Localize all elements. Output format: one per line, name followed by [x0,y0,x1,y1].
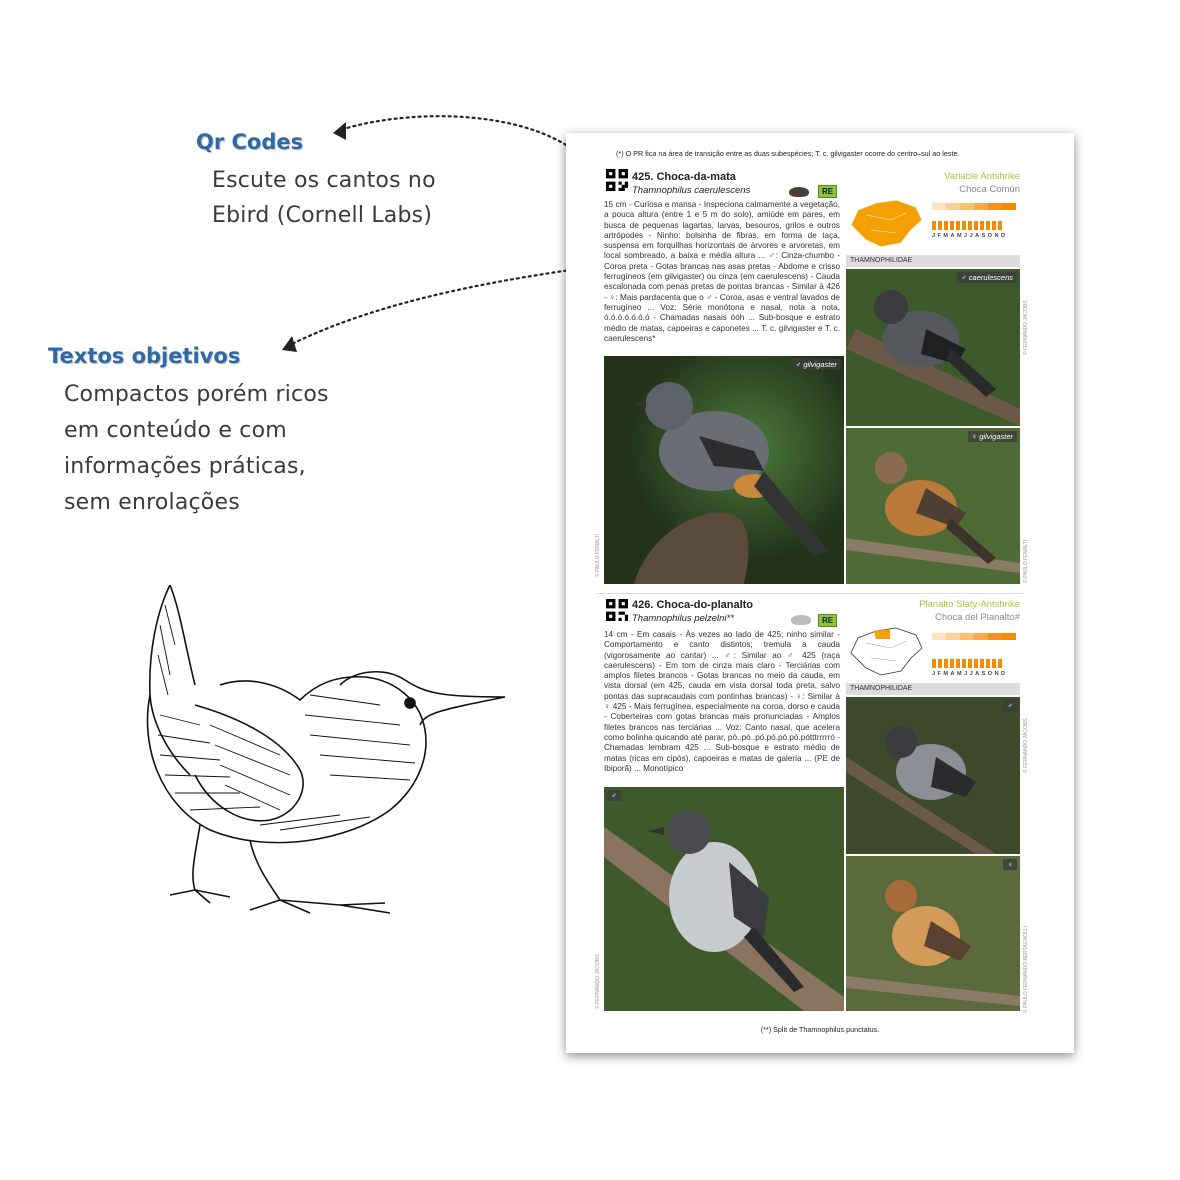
qr-codes-line-2: Ebird (Cornell Labs) [212,203,433,228]
objective-texts-line-3: informações práticas, [64,454,306,479]
qr-codes-title: Qr Codes [196,130,304,154]
months-label-425: JFMAMJJASOND [932,233,1008,239]
objective-texts-title: Textos objetivos [48,344,241,368]
photo-425-female-gilvigaster [846,428,1020,584]
photo-credit: © FERNANDO JACOBS [595,954,601,1009]
status-badge: RE [818,614,837,627]
family-label-425: THAMNOPHILIDAE [846,255,1020,267]
abundance-scale-426 [932,633,1016,640]
family-label-426: THAMNOPHILIDAE [846,683,1020,695]
photo-tag: ♀ [1003,859,1017,870]
photo-credit: © FERNANDO JACOBS [1023,300,1029,355]
photo-tag: ♂ gilvigaster [792,359,841,370]
nest-icon [789,187,809,197]
photo-426-male-branch [846,697,1020,854]
species-425-name: 425. Choca-da-mata [632,171,736,183]
photo-426-male-main [604,787,844,1011]
photo-tag: ♂ caerulescens [957,272,1017,283]
photo-426-female [846,856,1020,1011]
qr-code-425[interactable] [606,169,628,191]
species-divider [596,593,1024,594]
objective-texts-line-1: Compactos porém ricos [64,382,329,407]
species-425-description: 15 cm - Curiosa e mansa - Inspeciona calmamente a vegetação, a pouca altura (entre 1 e 5 m do solo), amiúde em pares, em busca de pequenas lagartas, larvas, besouros, grilos e outros artrópodes - Ninho: bolsinha de fibras, em forma de taça, suspensa em forquilhas horizontais de árvores e arvoretas, em local sombreado, a baixa e média altura ... ♂: Cinza-chumbo - Coroa preta - Gotas brancas nas asas pretas - Abdome e crisso ferrugíneos (em gilvigaster) ou cinza (em caerulescens) - Cauda escalonada com penas pretas de pontas brancas - Similar à 426 - ♀: Mais pardacenta que o ♂ - Coroa, asas e ventral lavados de ferrugíneo ... Voz: Série monótona e nasal, nota a nota, ó.ó.ó.ó.ó.ó.ó - Chamadas nasais óóh ... Sub-bosque e estrato médio de matas, capoeiras e caponetes ... T. c. gilvigaster e T. c. caerulescens* [604,200,840,343]
bottom-footnote: (**) Split de Thamnophilus punctatus. [760,1025,880,1034]
field-guide-page [566,133,1074,1053]
photo-credit: © FERNANDO JACOBS [1023,718,1029,773]
monthly-occurrence-426 [932,659,1002,668]
abundance-scale-425 [932,203,1016,210]
wren-illustration [140,585,520,945]
status-badge: RE [818,185,837,198]
photo-credit: © PAULO FENALTI [1023,539,1029,583]
species-425-english-name: Variable Antshrike [944,171,1020,182]
objective-texts-line-2: em conteúdo e com [64,418,287,443]
photo-425-male-caerulescens [846,269,1020,426]
monthly-occurrence-425 [932,221,1002,230]
species-425-scientific: Thamnophilus caerulescens [632,185,751,196]
nest-icon [791,615,811,625]
species-426-scientific: Thamnophilus pelzelni** [632,613,734,624]
photo-tag: ♂ [607,790,621,801]
objective-texts-line-4: sem enrolações [64,490,240,515]
range-map-425 [846,195,926,250]
top-footnote: (*) O PR fica na área de transição entre as duas subespécies; T. c. gilvigaster ocorre do centro–sul ao leste. [616,149,960,158]
photo-425-male-gilvigaster [604,356,844,584]
qr-code-426[interactable] [606,599,628,621]
species-426-spanish-name: Choca del Planalto# [934,612,1020,623]
qr-codes-line-1: Escute os cantos no [212,168,436,193]
range-map-426 [846,623,926,678]
species-426-description: 14 cm - Em casais - Às vezes ao lado de 425; ninho similar - Comportamento e canto distintos; tremula a cauda (vigorosamente ao cantar) ... ♂: Similar ao ♂ 425 (raça caerulescens) - Em tom de cinza mais claro - Terciárias com amplos filetes brancos - Gotas brancas no meio da cauda, em vista dorsal (em 425, cauda em vista dorsal toda preta, salvo pontas das supracaudais com pontinhas brancas) - ♀: Similar à ♀ 425 - Mais ferrugínea, especialmente na coroa, dorso e cauda - Coberteiras com gotas brancas mais pronunciadas - Amplos filetes brancos nas terciárias ... Voz: Canto nasal, que acelera como bolinha quicando até parar, pó..pó..pó.pó.pó.pó.pótttrrrrró - Chamadas lembram 425 ... Sub-bosque e estrato médio de matas (ricas em cipós), capoeiras e matas de galeria ... (PE de Ibiporã) ... Monotípico [604,630,840,773]
photo-credit: © PAULO FERNANDO BERTAGNOLLI [1023,925,1029,1013]
photo-credit: © PAULO FENALTI [595,533,601,577]
photo-tag: ♂ [1003,700,1017,711]
photo-tag: ♀ gilvigaster [968,431,1017,442]
months-label-426: JFMAMJJASOND [932,671,1008,677]
species-426-english-name: Planalto Slaty-Antshrike [919,599,1020,610]
species-426-name: 426. Choca-do-planalto [632,599,754,611]
species-425-spanish-name: Choca Común [959,184,1020,195]
